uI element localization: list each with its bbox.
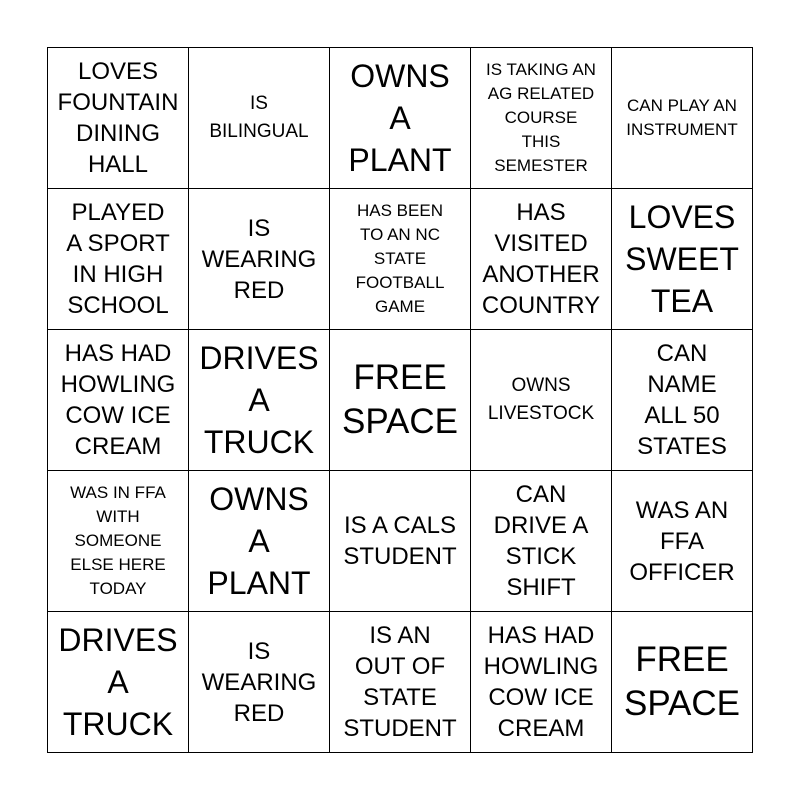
bingo-cell-text: LOVES FOUNTAIN DINING HALL xyxy=(57,58,179,178)
bingo-cell-text: CAN NAME ALL 50 STATES xyxy=(637,340,727,460)
bingo-cell-text: IS AN OUT OF STATE STUDENT xyxy=(343,622,457,742)
bingo-cell-text: HAS BEEN TO AN NC STATE FOOTBALL GAME xyxy=(355,201,445,316)
bingo-cell[interactable] xyxy=(48,330,189,471)
bingo-cell[interactable] xyxy=(330,471,471,612)
bingo-cell[interactable] xyxy=(330,189,471,330)
bingo-cell-text: DRIVES A TRUCK xyxy=(58,622,178,742)
bingo-cell[interactable] xyxy=(189,330,330,471)
bingo-cell[interactable] xyxy=(48,471,189,612)
bingo-cell-text: OWNS A PLANT xyxy=(207,481,311,601)
bingo-cell-text: WAS IN FFA WITH SOMEONE ELSE HERE TODAY xyxy=(70,483,166,598)
bingo-cell-text: DRIVES A TRUCK xyxy=(199,340,319,460)
bingo-cell[interactable] xyxy=(471,612,612,753)
bingo-cell[interactable] xyxy=(189,48,330,189)
bingo-cell[interactable] xyxy=(471,471,612,612)
bingo-cell[interactable] xyxy=(330,330,471,471)
bingo-cell-text: HAS HAD HOWLING COW ICE CREAM xyxy=(60,340,176,460)
bingo-cell-text: IS TAKING AN AG RELATED COURSE THIS SEMESTER xyxy=(486,60,596,175)
bingo-cell[interactable] xyxy=(189,471,330,612)
bingo-cell-text: IS BILINGUAL xyxy=(209,93,309,142)
bingo-cell-text: FREE SPACE xyxy=(623,640,741,723)
bingo-cell-text: CAN PLAY AN INSTRUMENT xyxy=(626,96,738,139)
bingo-cell[interactable] xyxy=(612,471,753,612)
bingo-cell-text: OWNS LIVESTOCK xyxy=(487,375,595,424)
bingo-cell-text: CAN DRIVE A STICK SHIFT xyxy=(493,481,589,601)
bingo-cell[interactable] xyxy=(330,612,471,753)
bingo-cell[interactable] xyxy=(189,189,330,330)
bingo-cell[interactable] xyxy=(48,48,189,189)
bingo-cell[interactable] xyxy=(189,612,330,753)
bingo-cell-text: IS A CALS STUDENT xyxy=(343,512,457,570)
bingo-cell-text: IS WEARING RED xyxy=(201,637,317,727)
bingo-cell[interactable] xyxy=(330,48,471,189)
bingo-board xyxy=(47,47,753,753)
bingo-cell-text: HAS VISITED ANOTHER COUNTRY xyxy=(481,199,601,319)
bingo-cell[interactable] xyxy=(471,189,612,330)
bingo-cell-text: WAS AN FFA OFFICER xyxy=(629,496,735,586)
bingo-cell-text: HAS HAD HOWLING COW ICE CREAM xyxy=(483,622,599,742)
bingo-cell-text: OWNS A PLANT xyxy=(348,58,452,178)
bingo-cell[interactable] xyxy=(612,189,753,330)
bingo-cell[interactable] xyxy=(612,330,753,471)
bingo-cell-text: PLAYED A SPORT IN HIGH SCHOOL xyxy=(66,199,170,319)
bingo-cell[interactable] xyxy=(48,189,189,330)
bingo-cell-text: FREE SPACE xyxy=(341,358,459,441)
bingo-cell-text: IS WEARING RED xyxy=(201,214,317,304)
bingo-cell[interactable] xyxy=(471,48,612,189)
bingo-cell[interactable] xyxy=(612,612,753,753)
bingo-cell-text: LOVES SWEET TEA xyxy=(625,199,739,319)
bingo-cell[interactable] xyxy=(471,330,612,471)
bingo-cell[interactable] xyxy=(48,612,189,753)
bingo-cell[interactable] xyxy=(612,48,753,189)
